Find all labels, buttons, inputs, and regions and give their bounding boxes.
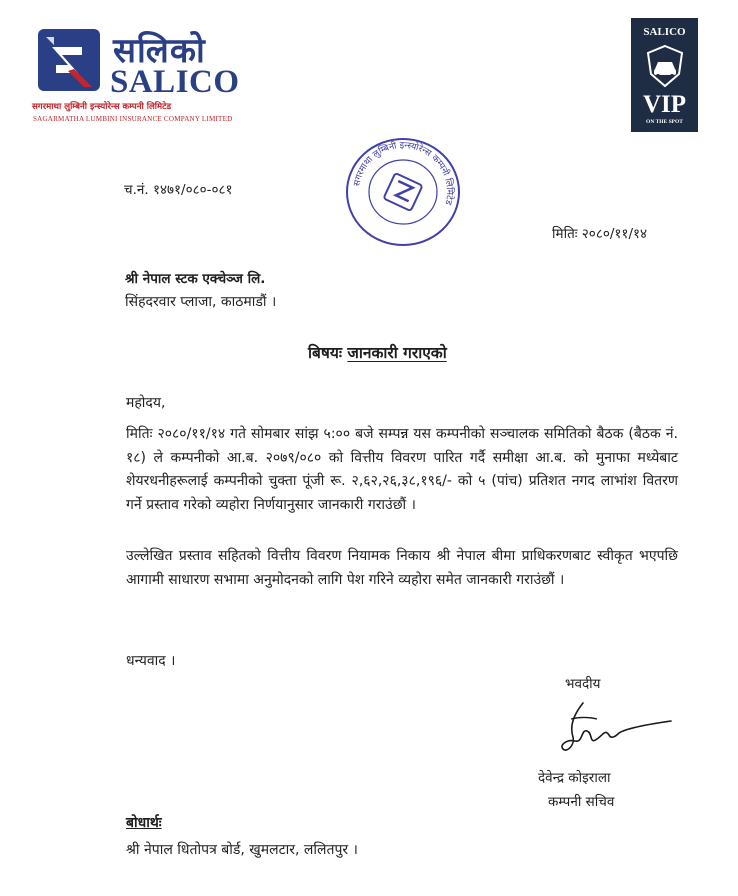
salutation: महोदय, xyxy=(126,395,166,411)
vip-badge-top-text: SALICO xyxy=(643,26,686,38)
signatory-name: देवेन्द्र कोइराला xyxy=(538,770,611,786)
vip-badge-title: VIP xyxy=(642,91,687,118)
logo-fullname-nepali: सगरमाथा लुम्बिनी इन्स्योरेन्स कम्पनी लिमिटेड xyxy=(32,102,172,112)
company-seal-stamp xyxy=(344,136,462,249)
shield-car-icon xyxy=(645,44,685,88)
logo-fullname-english: SAGARMATHA LUMBINI INSURANCE COMPANY LIMITED xyxy=(33,115,233,123)
body-paragraph-1: मितिः २०८०/११/१४ गते सोमबार सांझ ५:०० बजे सम्पन्न यस कम्पनीको सञ्चालक समितिको बैठक (बैठक नं. १८) ले कम्पनीको आ.ब. २०७९/०८० को वित्तीय विवरण पारित गर्दै समीक्षा आ.ब. को मुनाफा मध्येबाट शेयरधनीहरूलाई कम्पनीको चुक्ता पूंजी रू. २,६२,२६,३८,१९६/- को ५ (पांच) प्रतिशत नगद लाभांश वितरण गर्ने प्रस्ताव गरेको व्यहोरा निर्णयानुसार जानकारी गराउंछौं । xyxy=(126,426,678,513)
recipient-name: श्री नेपाल स्टक एक्चेञ्ज लि. xyxy=(125,271,266,287)
stamp-text: सगरमाथा लुम्बिनी इन्स्योरेन्स कम्पनी लिमिटेड xyxy=(352,140,455,206)
vip-badge-tagline: ON THE SPOT xyxy=(646,119,683,125)
signatory-title: कम्पनी सचिव xyxy=(548,794,615,810)
letter-date: मितिः २०८०/११/१४ xyxy=(552,226,648,242)
reference-number: च.नं. १४७१/०८०-०८१ xyxy=(124,182,233,198)
body-paragraph-2: उल्लेखित प्रस्ताव सहितको वित्तीय विवरण नियामक निकाय श्री नेपाल बीमा प्राधिकरणबाट स्वीकृत भएपछि आगामी साधारण सभामा अनुमोदनको लागि पेश गरिने व्यहोरा समेत जानकारी गराउंछौं । xyxy=(126,548,678,588)
logo-name-english: SALICO xyxy=(110,64,240,100)
svg-text:सगरमाथा लुम्बिनी इन्स्योरेन्स xyxy=(352,139,456,206)
salico-logo-icon xyxy=(34,25,104,95)
subject-label: बिषयः xyxy=(308,344,342,362)
cc-recipient: श्री नेपाल धितोपत्र बोर्ड, खुमलटार, ललितपुर । xyxy=(126,842,358,858)
logo-name-nepali: सलिको xyxy=(113,31,206,71)
vip-badge xyxy=(631,18,698,132)
cc-label: बोधार्थः xyxy=(126,815,162,831)
subject-line xyxy=(308,341,447,363)
subject-text: जानकारी गराएको xyxy=(347,344,447,362)
thanks-text: धन्यवाद । xyxy=(126,653,176,669)
handwritten-signature xyxy=(553,699,678,761)
regards-text: भवदीय xyxy=(565,676,601,692)
recipient-address: सिंहदरवार प्लाजा, काठमाडौं । xyxy=(125,294,277,310)
